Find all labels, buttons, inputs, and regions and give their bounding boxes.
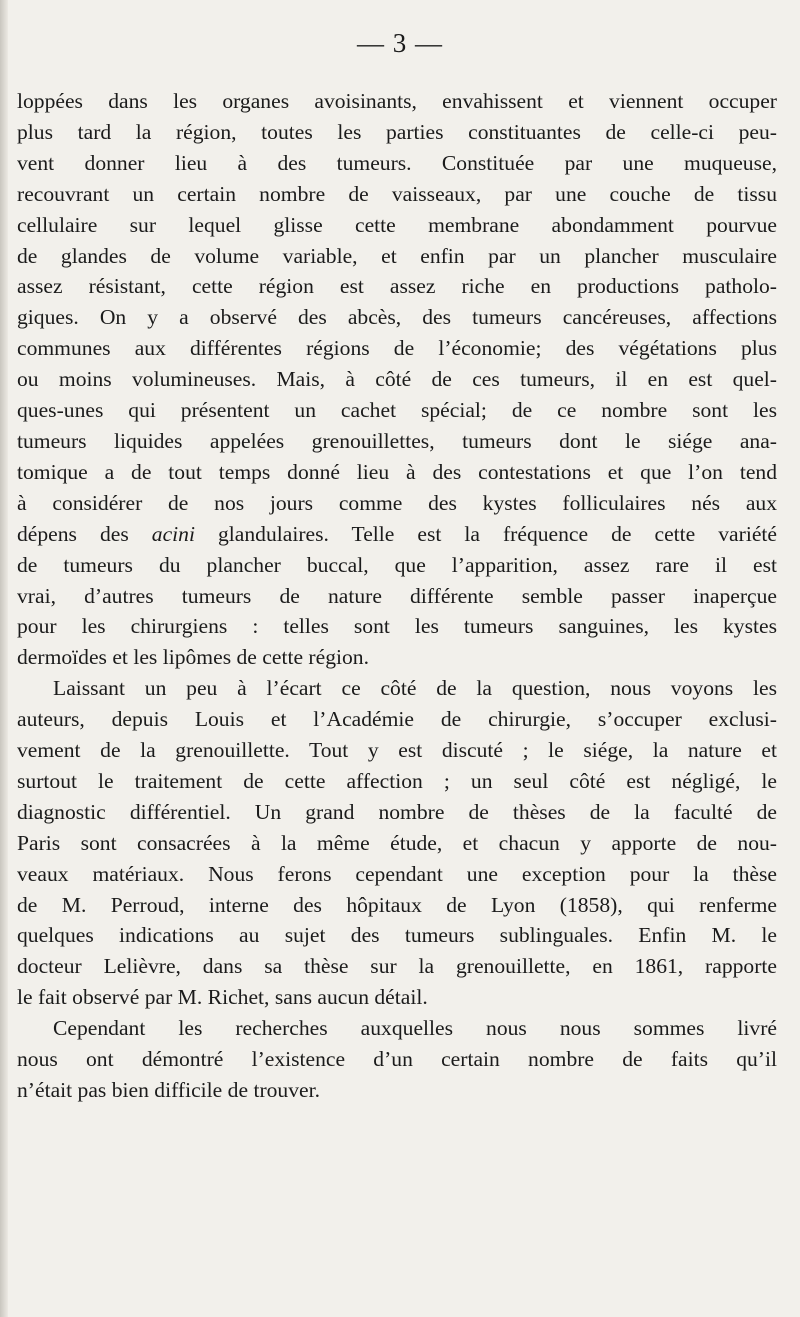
text-line: giques. On y a observé des abcès, des tumeurs cancéreuses, affections: [17, 305, 777, 330]
text-line: recouvrant un certain nombre de vaisseaux, par une couche de tissu: [17, 181, 777, 206]
text-line: auteurs, depuis Louis et l’Académie de chirurgie, s’occuper exclusi-: [17, 707, 777, 732]
text-line: à considérer de nos jours comme des kystes folliculaires nés aux: [17, 490, 777, 515]
text-line: docteur Lelièvre, dans sa thèse sur la grenouillette, en 1861, rapporte: [17, 954, 777, 979]
text-line: Laissant un peu à l’écart ce côté de la question, nous voyons les: [53, 676, 777, 701]
page-number: — 3 —: [357, 28, 443, 58]
text-line: tumeurs liquides appelées grenouillettes, tumeurs dont le siége ana-: [17, 428, 777, 453]
text-line: ou moins volumineuses. Mais, à côté de ces tumeurs, il en est quel-: [17, 367, 777, 392]
text-line: vrai, d’autres tumeurs de nature différente semble passer inaperçue: [17, 583, 777, 608]
text-line: n’était pas bien difficile de trouver.: [17, 1078, 321, 1102]
text-line: ques-unes qui présentent un cachet spécial; de ce nombre sont les: [17, 398, 777, 423]
text-line: pour les chirurgiens : telles sont les tumeurs sanguines, les kystes: [17, 614, 777, 639]
text-line: tomique a de tout temps donné lieu à des contestations et que l’on tend: [17, 459, 777, 484]
text-line: diagnostic différentiel. Un grand nombre de thèses de la faculté de: [17, 799, 777, 824]
text-line: quelques indications au sujet des tumeurs sublinguales. Enfin M. le: [17, 923, 777, 948]
text-line: Cependant les recherches auxquelles nous nous sommes livré: [53, 1016, 777, 1041]
text-line: veaux matériaux. Nous ferons cependant une exception pour la thèse: [17, 861, 777, 886]
text-line: assez résistant, cette région est assez riche en productions patholo-: [17, 274, 777, 299]
text-line: communes aux différentes régions de l’économie; des végétations plus: [17, 336, 777, 361]
text-line: vement de la grenouillette. Tout y est discuté ; le siége, la nature et: [17, 738, 777, 763]
text-line: plus tard la région, toutes les parties constituantes de celle-ci peu-: [17, 119, 777, 144]
text-line: Paris sont consacrées à la même étude, et chacun y apporte de nou-: [17, 830, 777, 855]
text-line: nous ont démontré l’existence d’un certain nombre de faits qu’il: [17, 1047, 777, 1072]
text-line: dermoïdes et les lipômes de cette région.: [17, 645, 369, 670]
text-line: loppées dans les organes avoisinants, envahissent et viennent occuper: [17, 89, 777, 113]
text-line: surtout le traitement de cette affection ; un seul côté est négligé, le: [17, 768, 777, 793]
text-line: cellulaire sur lequel glisse cette membrane abondamment pourvue: [17, 212, 777, 237]
text-line: vent donner lieu à des tumeurs. Constituée par une muqueuse,: [17, 150, 777, 175]
text-line: dépens des acini glandulaires. Telle est la fréquence de cette variété: [17, 521, 778, 546]
text-line: de M. Perroud, interne des hôpitaux de Lyon (1858), qui renferme: [17, 892, 777, 917]
text-line: le fait observé par M. Richet, sans aucun détail.: [17, 985, 428, 1010]
body-text: [17, 86, 777, 1106]
text-line: de glandes de volume variable, et enfin par un plancher musculaire: [17, 243, 777, 268]
text-line: de tumeurs du plancher buccal, que l’apparition, assez rare il est: [17, 552, 777, 577]
page-left-edge-shadow: [0, 0, 8, 1317]
